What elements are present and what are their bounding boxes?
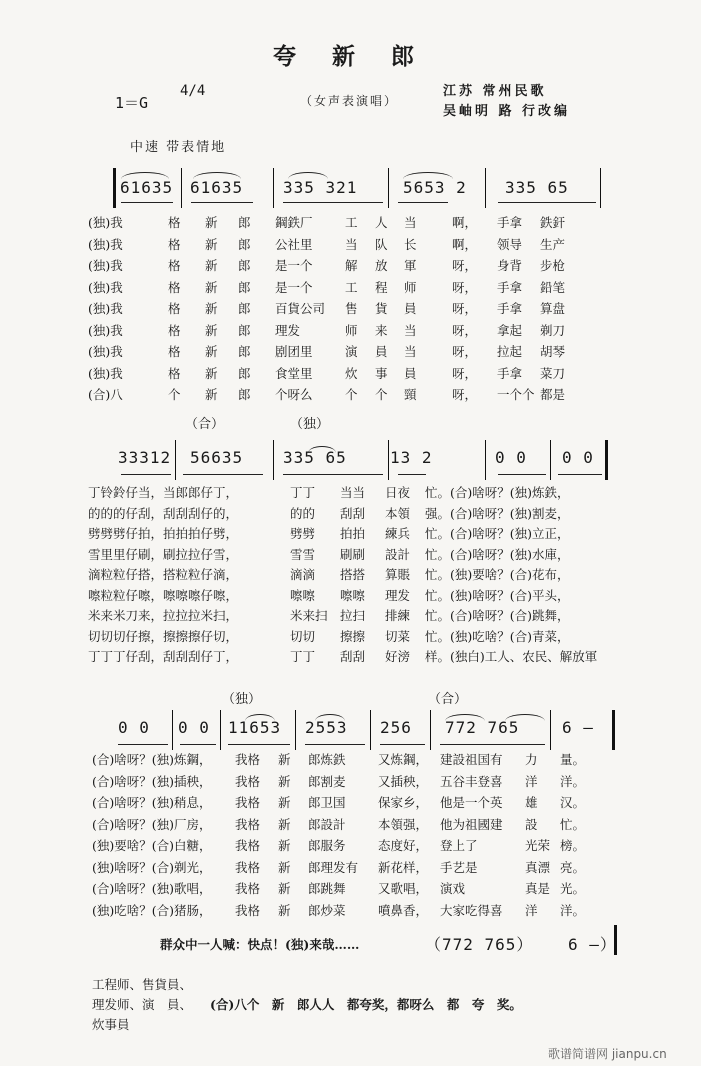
lyric1-row-7-col-4: 食堂里 (275, 365, 313, 381)
lyric1-row-6-col-4: 剧团里 (275, 344, 313, 359)
lyric2-row-7-col-0: 切切切仔擦，擦擦擦仔切， (88, 628, 239, 644)
lyric2-row-7-col-2: 擦擦 (340, 628, 366, 644)
lyric3-row-6-col-7: 光。 (560, 881, 586, 896)
lyric1-row-8-col-6: 个 (375, 387, 388, 402)
lyric1-row-2-col-4: 是一个 (275, 258, 313, 273)
lyric1-row-7-col-6: 事 (375, 365, 388, 381)
lyric3-row-5-col-7: 亮。 (560, 859, 586, 875)
lyric3-row-1-col-4: 又插秧， (378, 773, 429, 789)
lyric3-row-1-col-1: 我格 (235, 773, 261, 789)
lyric2-row-0-col-4: 忙。(合)啥呀？(独)炼鉄， (425, 485, 570, 500)
lyric2-row-6-col-2: 拉扫 (340, 608, 366, 623)
lyric1-row-4-col-5: 售 (345, 301, 358, 316)
lyric2-row-2-col-1: 劈劈 (290, 526, 316, 541)
notes-1-m3: 335 321 (283, 178, 358, 197)
lyric3-row-4-col-7: 榜。 (560, 838, 586, 853)
lyric3-row-5-col-1: 我格 (235, 859, 261, 875)
lyric1-row-8-col-7: 頸 (404, 387, 417, 402)
lyric1-row-4-col-2: 新 (205, 301, 218, 316)
lyric3-row-1-col-3: 郎割麦 (308, 773, 346, 789)
call-text: 群众中一人喊：快点！(独)来哉…… (160, 937, 360, 952)
lyric2-row-6-col-0: 米来米刀来，拉拉拉米扫， (88, 608, 239, 623)
lyric1-row-1-col-1: 格 (168, 236, 181, 252)
lyric1-row-6-col-10: 胡琴 (540, 344, 566, 359)
lyric1-row-4-col-4: 百貨公司 (275, 301, 326, 316)
lyric1-row-1-col-9: 领导 (497, 236, 523, 252)
lyric2-row-1-col-2: 刮刮 (340, 505, 366, 521)
lyric3-row-7-col-7: 洋。 (560, 902, 586, 918)
lyric1-row-0-col-2: 新 (205, 215, 218, 230)
notes-2-m3: 335 65 (283, 448, 347, 467)
lyric2-row-1-col-3: 本領 (385, 505, 411, 521)
lyric2-row-4-col-3: 算賬 (385, 567, 411, 582)
lyric1-row-1-col-4: 公社里 (275, 236, 313, 252)
lyric3-row-3-col-2: 新 (278, 816, 291, 832)
lyric3-row-5-col-5: 手艺是 (440, 859, 478, 875)
lyric2-row-0-col-0: 丁铃鈴仔当，当郎郎仔丁， (88, 485, 239, 500)
lyric1-row-2-col-2: 新 (205, 258, 218, 273)
lyric1-row-5-col-10: 剃刀 (540, 322, 566, 338)
lyric3-row-0-col-7: 量。 (560, 752, 586, 767)
lyric1-row-7-col-3: 郎 (238, 365, 251, 381)
notes-2-m5: 0 0 (495, 448, 527, 467)
part-mark-chorus: （合） (185, 417, 225, 432)
lyric3-row-0-col-3: 郎炼鉄 (308, 752, 346, 767)
notes-2-m2: 56635 (190, 448, 244, 467)
lyric1-row-2-col-5: 解 (345, 258, 358, 273)
lyric3-row-1-col-5: 五谷丰登喜 (440, 773, 503, 789)
lyric1-row-2-col-3: 郎 (238, 258, 251, 273)
notes-3-m1: 0 0 (118, 718, 150, 737)
call-end-bar (614, 925, 617, 955)
lyric1-row-0-col-10: 鉄釬 (540, 215, 566, 230)
lyric1-row-8-col-10: 都是 (540, 387, 566, 402)
lyric3-row-4-col-5: 登上了 (440, 838, 478, 853)
lyric3-row-4-col-1: 我格 (235, 838, 261, 853)
lyric1-row-2-col-9: 身背 (497, 258, 523, 273)
lyric1-row-0-col-0: (独)我 (88, 215, 123, 230)
key-signature: 1＝G (115, 94, 149, 112)
lyric3-row-0-col-4: 又炼鋼， (378, 752, 429, 767)
lyric3-row-2-col-0: (合)啥呀？(独)稍息， (92, 795, 212, 810)
lyric3-row-1-col-7: 洋。 (560, 773, 586, 789)
lyric2-row-0-col-1: 丁丁 (290, 485, 316, 500)
lyric1-row-0-col-6: 人 (375, 215, 388, 230)
lyric2-row-2-col-4: 忙。(合)啥呀？(独)立正， (425, 526, 570, 541)
lyric1-row-4-col-3: 郎 (238, 301, 251, 316)
lyric3-row-1-col-0: (合)啥呀？(独)插秧， (92, 773, 212, 789)
lyric1-row-3-col-0: (独)我 (88, 279, 123, 295)
lyric3-row-0-col-2: 新 (278, 752, 291, 767)
lyric2-row-3-col-3: 設計 (385, 546, 411, 562)
lyric3-row-3-col-7: 忙。 (560, 816, 586, 832)
part-mark-solo-2: （独） (222, 692, 262, 707)
lyric2-row-4-col-4: 忙。(独)要啥？(合)花布， (425, 567, 570, 582)
lyric1-row-3-col-5: 工 (345, 279, 358, 295)
lyric1-row-6-col-6: 員 (375, 344, 388, 359)
lyric3-row-0-col-0: (合)啥呀？(独)炼鋼， (92, 752, 212, 767)
lyric1-row-2-col-6: 放 (375, 258, 388, 273)
lyric1-row-1-col-0: (独)我 (88, 236, 123, 252)
lyric1-row-6-col-3: 郎 (238, 344, 251, 359)
lyric2-row-7-col-3: 切菜 (385, 628, 411, 644)
lyric3-row-3-col-5: 他为祖國建 (440, 816, 503, 832)
staff-line-2 (113, 440, 613, 480)
lyric1-row-4-col-8: 呀， (452, 301, 478, 316)
lyric1-row-7-col-9: 手拿 (497, 365, 523, 381)
finale-group-1: 工程师、售貨員、 (92, 977, 193, 992)
lyric3-row-2-col-4: 保家乡， (378, 795, 429, 810)
lyric1-row-5-col-0: (独)我 (88, 322, 123, 338)
call-notes: （772 765） (425, 935, 534, 954)
performance-note: （女声表演唱） (300, 94, 399, 108)
lyric1-row-5-col-9: 拿起 (497, 322, 523, 338)
lyric2-row-2-col-2: 拍拍 (340, 526, 366, 541)
lyric1-row-8-col-8: 呀， (452, 387, 478, 402)
lyric1-row-0-col-5: 工 (345, 215, 358, 230)
lyric1-row-1-col-2: 新 (205, 236, 218, 252)
notes-3-m5: 256 (380, 718, 412, 737)
lyric2-row-2-col-3: 練兵 (385, 526, 411, 541)
lyric1-row-8-col-1: 个 (168, 387, 181, 402)
lyric2-row-1-col-4: 强。(合)啥呀？(独)割麦， (425, 505, 570, 521)
lyric3-row-2-col-5: 他是一个英 (440, 795, 503, 810)
notes-2-m6: 0 0 (562, 448, 594, 467)
notes-1-m4: 5653 2 (403, 178, 467, 197)
lyric1-row-3-col-9: 手拿 (497, 279, 523, 295)
lyric1-row-2-col-1: 格 (168, 258, 181, 273)
lyric1-row-4-col-9: 手拿 (497, 301, 523, 316)
lyric1-row-5-col-6: 来 (375, 322, 388, 338)
lyric1-row-8-col-4: 个呀么 (275, 387, 313, 402)
lyric2-row-0-col-3: 日夜 (385, 485, 411, 500)
watermark: 歌谱简谱网 jianpu.cn (548, 1047, 667, 1061)
lyric3-row-5-col-4: 新花样， (378, 859, 429, 875)
lyric3-row-4-col-4: 态度好， (378, 838, 429, 853)
lyric2-row-8-col-3: 好滂 (385, 649, 411, 664)
lyric3-row-1-col-6: 洋 (525, 773, 538, 789)
lyric1-row-6-col-2: 新 (205, 344, 218, 359)
lyric3-row-7-col-4: 噴鼻香， (378, 902, 429, 918)
lyric1-row-0-col-8: 啊， (452, 215, 478, 230)
notes-3-m3: 11653 (228, 718, 282, 737)
lyric3-row-6-col-3: 郎跳舞 (308, 881, 346, 896)
lyric1-row-1-col-6: 队 (375, 236, 388, 252)
lyric1-row-2-col-7: 軍 (404, 258, 417, 273)
lyric1-row-5-col-2: 新 (205, 322, 218, 338)
lyric1-row-7-col-1: 格 (168, 365, 181, 381)
lyric3-row-3-col-0: (合)啥呀？(独)厂房， (92, 816, 212, 832)
lyric2-row-5-col-2: 嚓嚓 (340, 587, 366, 603)
lyric1-row-5-col-7: 当 (404, 322, 417, 338)
lyric2-row-3-col-0: 雪里里仔刷，刷拉拉仔雪， (88, 546, 239, 562)
lyric2-row-7-col-1: 切切 (290, 628, 316, 644)
lyric3-row-6-col-1: 我格 (235, 881, 261, 896)
lyric2-row-0-col-2: 当当 (340, 485, 366, 500)
lyric1-row-0-col-4: 鋼鉄厂 (275, 215, 313, 230)
lyric2-row-5-col-3: 理发 (385, 587, 411, 603)
lyric1-row-3-col-1: 格 (168, 279, 181, 295)
lyric3-row-2-col-7: 汉。 (560, 795, 586, 810)
notes-3-m2: 0 0 (178, 718, 210, 737)
notes-3-m4: 2553 (305, 718, 348, 737)
part-mark-chorus-2: （合） (428, 692, 468, 707)
lyric2-row-5-col-1: 嚓嚓 (290, 587, 316, 603)
lyric1-row-2-col-8: 呀， (452, 258, 478, 273)
lyric1-row-6-col-1: 格 (168, 344, 181, 359)
lyric1-row-8-col-9: 一个个 (497, 387, 535, 402)
notes-3-m7: 6 — (562, 718, 594, 737)
lyric2-row-8-col-2: 刮刮 (340, 649, 366, 664)
time-signature: 4/4 (180, 83, 206, 99)
lyric1-row-3-col-3: 郎 (238, 279, 251, 295)
lyric1-row-3-col-10: 鉛笔 (540, 279, 566, 295)
lyric2-row-8-col-4: 样。(独白)工人、农民、解放軍 (425, 649, 598, 664)
finale-line: (合)八个 新 郎人人 都夸奖，都呀么 都 夸 奖。 (210, 997, 522, 1012)
notes-2-m4: 13 2 (390, 448, 433, 467)
lyric3-row-3-col-6: 設 (525, 816, 538, 832)
lyric3-row-0-col-6: 力 (525, 752, 538, 767)
lyric1-row-0-col-3: 郎 (238, 215, 251, 230)
notes-2-m1: 33312 (118, 448, 172, 467)
lyric1-row-4-col-1: 格 (168, 301, 181, 316)
notes-3-m6: 772 765 (445, 718, 520, 737)
lyric1-row-6-col-7: 当 (404, 344, 417, 359)
lyric2-row-3-col-2: 刷刷 (340, 546, 366, 562)
lyric3-row-0-col-5: 建設祖国有 (440, 752, 503, 767)
lyric3-row-0-col-1: 我格 (235, 752, 261, 767)
part-mark-solo: （独） (290, 417, 330, 432)
lyric1-row-3-col-4: 是一个 (275, 279, 313, 295)
credit-origin: 江苏 常州民歌 (443, 84, 547, 99)
lyric3-row-7-col-6: 洋 (525, 902, 538, 918)
lyric1-row-2-col-10: 步枪 (540, 258, 566, 273)
lyric3-row-6-col-0: (合)啥呀？(独)歌唱， (92, 881, 212, 896)
lyric2-row-7-col-4: 忙。(独)吃啥？(合)青菜， (425, 628, 570, 644)
lyric1-row-5-col-5: 师 (345, 322, 358, 338)
lyric2-row-4-col-2: 搭搭 (340, 567, 366, 582)
lyric1-row-7-col-10: 菜刀 (540, 365, 566, 381)
lyric2-row-1-col-1: 的的 (290, 505, 316, 521)
lyric1-row-0-col-1: 格 (168, 215, 181, 230)
lyric1-row-4-col-0: (独)我 (88, 301, 123, 316)
lyric1-row-3-col-2: 新 (205, 279, 218, 295)
lyric2-row-6-col-1: 米来扫 (290, 608, 328, 623)
finale-group-2: 理发师、演 員、 (92, 997, 193, 1012)
lyric3-row-5-col-0: (独)啥呀？(合)剃光， (92, 859, 212, 875)
lyric1-row-3-col-8: 呀， (452, 279, 478, 295)
lyric2-row-2-col-0: 劈劈劈仔拍，拍拍拍仔劈， (88, 526, 239, 541)
lyric1-row-2-col-0: (独)我 (88, 258, 123, 273)
lyric2-row-5-col-4: 忙。(独)啥呀？(合)平头， (425, 587, 570, 603)
lyric1-row-1-col-7: 长 (404, 236, 417, 252)
lyric3-row-5-col-2: 新 (278, 859, 291, 875)
lyric1-row-1-col-3: 郎 (238, 236, 251, 252)
lyric1-row-5-col-4: 理发 (275, 322, 301, 338)
lyric2-row-3-col-1: 雪雪 (290, 546, 316, 562)
lyric1-row-0-col-7: 当 (404, 215, 417, 230)
lyric1-row-7-col-0: (独)我 (88, 365, 123, 381)
lyric1-row-6-col-5: 演 (345, 344, 358, 359)
lyric3-row-2-col-6: 雄 (525, 795, 538, 810)
lyric2-row-8-col-1: 丁丁 (290, 649, 316, 664)
lyric2-row-4-col-1: 滴滴 (290, 567, 316, 582)
lyric3-row-7-col-0: (独)吃啥？(合)猪肠， (92, 902, 212, 918)
lyric1-row-6-col-0: (独)我 (88, 344, 123, 359)
credit-arranger: 吴岫明 路 行改编 (443, 104, 571, 119)
notes-1-m5: 335 65 (505, 178, 569, 197)
lyric1-row-7-col-8: 呀， (452, 365, 478, 381)
lyric1-row-4-col-10: 算盘 (540, 301, 566, 316)
lyric1-row-4-col-7: 員 (404, 301, 417, 316)
lyric1-row-5-col-1: 格 (168, 322, 181, 338)
lyric1-row-7-col-7: 員 (404, 365, 417, 381)
lyric3-row-6-col-4: 又歌唱， (378, 881, 429, 896)
lyric3-row-6-col-2: 新 (278, 881, 291, 896)
lyric1-row-1-col-10: 生产 (540, 236, 566, 252)
lyric3-row-2-col-1: 我格 (235, 795, 261, 810)
lyric2-row-5-col-0: 嚓粒粒仔嚓，嚓嚓嚓仔嚓， (88, 587, 239, 603)
lyric3-row-4-col-2: 新 (278, 838, 291, 853)
lyric2-row-4-col-0: 滴粒粒仔搭，搭粒粒仔滴， (88, 567, 239, 582)
lyric2-row-6-col-3: 排練 (385, 608, 411, 623)
lyric2-row-6-col-4: 忙。(合)啥呀？(合)跳舞， (425, 608, 570, 623)
lyric1-row-8-col-2: 新 (205, 387, 218, 402)
lyric3-row-7-col-2: 新 (278, 902, 291, 918)
lyric1-row-4-col-6: 貨 (375, 301, 388, 316)
lyric3-row-7-col-5: 大家吃得喜 (440, 902, 503, 918)
lyric3-row-4-col-6: 光荣 (525, 838, 551, 853)
song-title: 夸 新 郎 (272, 43, 428, 70)
lyric1-row-6-col-8: 呀， (452, 344, 478, 359)
lyric3-row-3-col-1: 我格 (235, 816, 261, 832)
notes-1-m2: 61635 (190, 178, 244, 197)
lyric1-row-1-col-8: 啊， (452, 236, 478, 252)
lyric1-row-1-col-5: 当 (345, 236, 358, 252)
lyric3-row-3-col-4: 本領强， (378, 816, 429, 832)
lyric3-row-4-col-3: 郎服务 (308, 838, 346, 853)
lyric3-row-5-col-3: 郎理发有 (308, 859, 359, 875)
lyric3-row-4-col-0: (独)要啥？(合)白糖， (92, 838, 212, 853)
lyric3-row-1-col-2: 新 (278, 773, 291, 789)
lyric3-row-6-col-5: 演戏 (440, 881, 466, 896)
lyric2-row-8-col-0: 丁丁丁仔刮，刮刮刮仔丁， (88, 649, 239, 664)
lyric3-row-7-col-1: 我格 (235, 902, 261, 918)
lyric1-row-3-col-7: 师 (404, 279, 417, 295)
lyric1-row-0-col-9: 手拿 (497, 215, 523, 230)
finale-group-3: 炊事員 (92, 1017, 130, 1032)
call-end-notes: 6 —） (568, 935, 617, 954)
lyric3-row-5-col-6: 真漂 (525, 859, 551, 875)
lyric1-row-5-col-3: 郎 (238, 322, 251, 338)
lyric1-row-6-col-9: 拉起 (497, 344, 523, 359)
notes-1-m1: 61635 (120, 178, 174, 197)
lyric1-row-7-col-5: 炊 (345, 365, 358, 381)
lyric1-row-3-col-6: 程 (375, 279, 388, 295)
tempo-marking: 中速 带表情地 (130, 140, 227, 155)
lyric3-row-7-col-3: 郎炒菜 (308, 902, 346, 918)
lyric3-row-6-col-6: 真是 (525, 881, 551, 896)
lyric1-row-8-col-3: 郎 (238, 387, 251, 402)
lyric2-row-1-col-0: 的的的仔刮，刮刮刮仔的， (88, 505, 239, 521)
lyric2-row-3-col-4: 忙。(合)啥呀？(独)水庫， (425, 546, 570, 562)
lyric3-row-3-col-3: 郎設計 (308, 816, 346, 832)
lyric1-row-8-col-5: 个 (345, 387, 358, 402)
lyric1-row-7-col-2: 新 (205, 365, 218, 381)
lyric1-row-8-col-0: (合)八 (88, 387, 123, 402)
lyric3-row-2-col-3: 郎卫国 (308, 795, 346, 810)
lyric1-row-5-col-8: 呀， (452, 322, 478, 338)
lyric3-row-2-col-2: 新 (278, 795, 291, 810)
